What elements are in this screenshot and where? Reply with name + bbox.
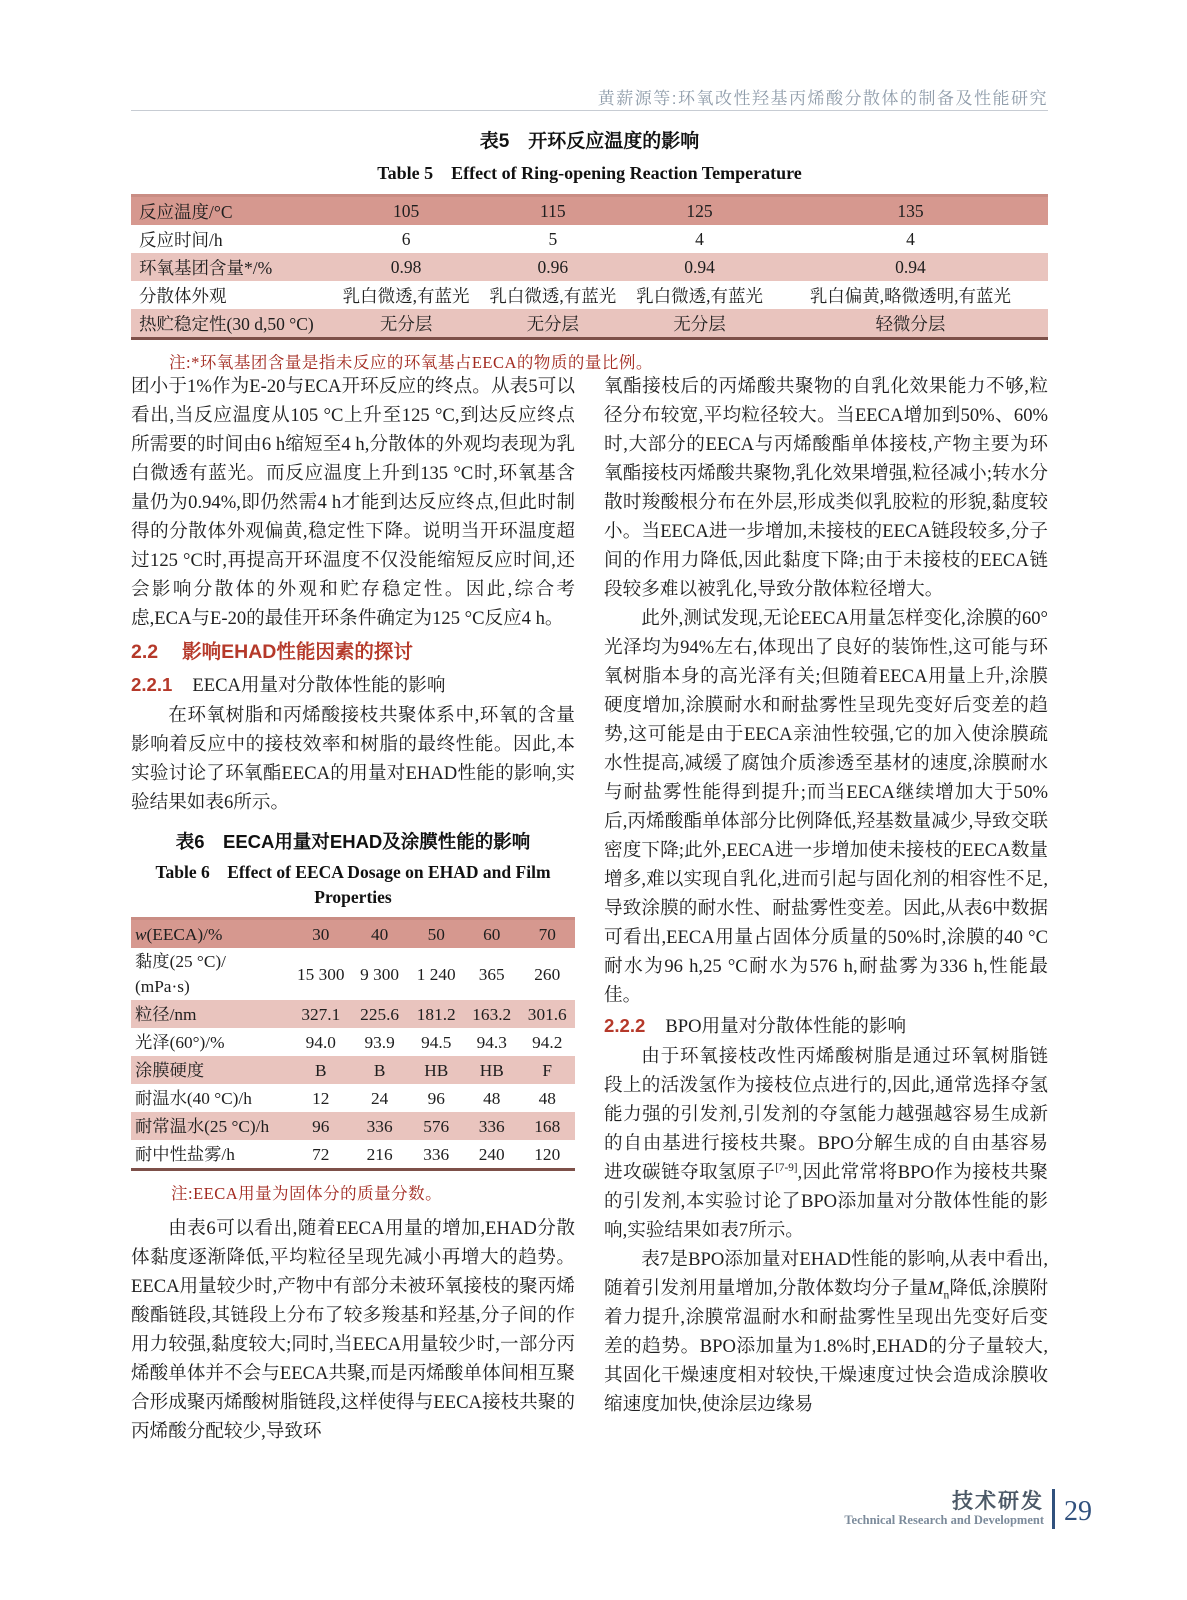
row-label-text: (EECA)/% (146, 924, 223, 944)
table6-caption-cn: 表6 EECA用量对EHAD及涂膜性能的影响 (175, 831, 531, 852)
table6-block (131, 827, 575, 1208)
row-label (131, 919, 291, 949)
paragraph-text: 由于环氧接枝改性丙烯酸树脂是通过环氧树脂链段上的活泼氢作为接枝位点进行的,因此,通常选择夺氢能力强的引发剂,引发剂的夺氢能力越强越容易生成新的自由基进行接枝共聚。BPO分解生成的自由基容易进攻碳链夺取氢原子 (604, 1046, 1048, 1183)
variable-symbol: M (928, 1278, 944, 1299)
row-label: 环氧基团含量*/% (139, 257, 273, 278)
cell: 336 (366, 1116, 393, 1136)
section-heading-2-2-2 (604, 1010, 1048, 1042)
table-row (131, 1140, 575, 1170)
paragraph: 氧酯接枝后的丙烯酸共聚物的自乳化效果能力不够,粒径分布较宽,平均粒径较大。当EECA增加到50%、60%时,大部分的EECA与丙烯酸酯单体接枝,产物主要为环氧酯接枝丙烯酸共聚物,乳化效果增强,粒径减小;转水分散时羧酸根分布在外层,形成类似乳胶粒的形貌,黏度较小。当EECA进一步增加,未接枝的EECA链段较多,分子间的作用力降低,因此黏度下降;由于未接枝的EECA链段较多难以被乳化,导致分散体粒径增大。 (604, 376, 1048, 600)
section-title: BPO用量对分散体性能的影响 (665, 1016, 907, 1037)
table5-caption-en: Table 5 Effect of Ring-opening Reaction Temperature (377, 163, 802, 183)
cell: 4 (695, 228, 704, 249)
section-number: 2.2 (131, 641, 159, 663)
cell: 260 (534, 964, 561, 984)
row-label: 反应温度/°C (139, 201, 233, 222)
table5-block (131, 126, 1048, 373)
left-column (131, 372, 575, 1446)
table-row (131, 196, 1048, 226)
paragraph: 在环氧树脂和丙烯酸接枝共聚体系中,环氧的含量影响着反应中的接枝效率和树脂的最终性能。因此,本实验讨论了环氧酯EECA的用量对EHAD性能的影响,实验结果如表6所示。 (131, 705, 575, 813)
cell: 96 (427, 1088, 445, 1108)
footer-divider (1052, 1489, 1055, 1529)
cell: 15 300 (297, 964, 345, 984)
paragraph-text: 表7是BPO添加量对EHAD性能的影响,从表中看出,随着引发剂用量增加,分散体数均分子量 (604, 1249, 1048, 1299)
cell: 115 (540, 200, 566, 221)
table-row (131, 919, 575, 949)
table-row (131, 1028, 575, 1056)
paragraph-text: ,因此常常将BPO作为接枝共聚的引发剂,本实验讨论了BPO添加量对分散体性能的影响,实验结果如表7所示。 (604, 1162, 1048, 1241)
cell: 9 300 (360, 964, 400, 984)
footer-section-en: Technical Research and Development (844, 1513, 1044, 1527)
table-row (131, 948, 575, 1000)
cell: 94.5 (421, 1032, 452, 1052)
cell: 12 (312, 1088, 330, 1108)
cell: 0.94 (895, 256, 926, 277)
cell: 93.9 (364, 1032, 395, 1052)
variable-subscript: n (943, 1289, 950, 1302)
cell: F (542, 1060, 553, 1080)
row-label: 分散体外观 (139, 285, 227, 306)
cell: 乳白偏黄,略微透明,有蓝光 (809, 285, 1012, 306)
row-label: 粒径/nm (135, 1004, 197, 1024)
cell: 无分层 (673, 313, 726, 334)
paragraph-text: 降低,涂膜附着力提升,涂膜常温耐水和耐盐雾性呈现出先变好后变差的趋势。BPO添加量为1.8%时,EHAD的分子量较大,其固化干燥速度相对较快,干燥速度过快会造成涂膜收缩速度加快,使涂层边缘易 (604, 1278, 1048, 1415)
section-number: 2.2.1 (131, 674, 173, 695)
cell: B (373, 1060, 386, 1080)
row-label-line2: (mPa·s) (135, 977, 190, 996)
table6-note: 注:EECA用量为固体分的质量分数。 (171, 1184, 443, 1203)
table-row (131, 225, 1048, 253)
running-header: 黄薪源等:环氧改性羟基丙烯酸分散体的制备及性能研究 (597, 89, 1048, 108)
cell: 4 (906, 228, 915, 249)
cell: 无分层 (526, 313, 580, 334)
cell: 5 (548, 228, 558, 249)
cell: B (315, 1060, 327, 1080)
cell: 336 (423, 1144, 450, 1164)
table5 (131, 194, 1048, 340)
cell: 6 (401, 228, 411, 249)
cell: 60 (483, 924, 501, 944)
section-number: 2.2.2 (604, 1015, 646, 1036)
table-row (131, 1084, 575, 1112)
cell: 327.1 (301, 1004, 341, 1024)
cell: 48 (483, 1088, 501, 1108)
cell: 72 (312, 1144, 330, 1164)
footer-section (844, 1490, 1044, 1528)
cell: 94.0 (305, 1032, 336, 1052)
row-label-text: 黏度(25 °C)/ (135, 952, 226, 971)
cell: 365 (478, 964, 505, 984)
cell: 无分层 (379, 313, 433, 334)
page-footer (844, 1486, 1092, 1532)
table-row (131, 1000, 575, 1028)
cell: 乳白微透,有蓝光 (342, 285, 470, 306)
row-label: 涂膜硬度 (135, 1060, 205, 1080)
cell: 181.2 (416, 1004, 456, 1024)
body-columns (131, 372, 1048, 1446)
cell: 336 (478, 1116, 505, 1136)
cell: 168 (534, 1116, 561, 1136)
cell: 120 (534, 1144, 561, 1164)
table6-caption-en-line2: Properties (314, 887, 392, 907)
cell: 94.2 (532, 1032, 563, 1052)
table-row (131, 253, 1048, 281)
paragraph: 由表6可以看出,随着EECA用量的增加,EHAD分散体黏度逐渐降低,平均粒径呈现先减小再增大的趋势。EECA用量较少时,产物中有部分未被环氧接枝的聚丙烯酸酯链段,其链段上分布了较多羧基和羟基,分子间的作用力较强,黏度较大;同时,当EECA用量较少时,一部分丙烯酸单体并不会与EECA共聚,而是丙烯酸单体间相互聚合形成聚丙烯酸树脂链段,这样使得与EECA接枝共聚的丙烯酸分配较少,导致环 (131, 1218, 575, 1442)
section-title: EECA用量对分散体性能的影响 (192, 675, 446, 696)
table5-caption-cn: 表5 开环反应温度的影响 (479, 131, 700, 152)
section-heading-2-2-1 (131, 669, 575, 701)
section-title: 影响EHAD性能因素的探讨 (182, 641, 413, 663)
paragraph: 此外,测试发现,无论EECA用量怎样变化,涂膜的60°光泽均为94%左右,体现出了良好的装饰性,这可能与环氧树脂本身的高光泽有关;但随着EECA用量上升,涂膜硬度增加,涂膜耐水和耐盐雾性呈现先变好后变差的趋势,这可能是由于EECA亲油性较强,它的加入使涂膜疏水性提高,减缓了腐蚀介质渗透至基材的速度,涂膜耐水与耐盐雾性能得到提升;而当EECA继续增加大于50%后,丙烯酸酯单体部分比例降低,羟基数量减少,导致交联密度下降;此外,EECA进一步增加使未接枝的EECA数量增多,难以实现自乳化,进而引起与固化剂的相容性不足,导致涂膜的耐水性、耐盐雾性变差。因此,从表6中数据可看出,EECA用量占固体分质量的50%时,涂膜的40 °C耐水为96 h,25 °C耐水为576 h,耐盐雾为336 h,性能最佳。 (604, 608, 1048, 1006)
right-column (604, 372, 1048, 1446)
cell: 1 240 (416, 964, 456, 984)
page-number: 29 (1064, 1496, 1092, 1527)
table6 (131, 917, 575, 1171)
cell: 乳白微透,有蓝光 (636, 285, 763, 306)
row-label: 光泽(60°)/% (135, 1032, 225, 1052)
paragraph (604, 1245, 1048, 1419)
cell: 225.6 (360, 1004, 400, 1024)
row-label: 耐常温水(25 °C)/h (135, 1116, 270, 1136)
row-label: 热贮稳定性(30 d,50 °C) (139, 313, 314, 334)
cell: 94.3 (476, 1032, 507, 1052)
table6-caption-en (131, 860, 575, 910)
cell: 乳白微透,有蓝光 (489, 285, 617, 306)
cell: 135 (897, 200, 924, 221)
paragraph: 团小于1%作为E-20与ECA开环反应的终点。从表5可以看出,当反应温度从105 °C上升至125 °C,到达反应终点所需要的时间由6 h缩短至4 h,分散体的外观均表现为乳白微透有蓝光。而反应温度上升到135 °C时,环氧基含量仍为0.94%,即仍然需4 h才能到达反应终点,但此时制得的分散体外观偏黄,稳定性下降。说明当开环温度超过125 °C时,再提高开环温度不仅没能缩短反应时间,还会影响分散体的外观和贮存稳定性。因此,综合考虑,ECA与E-20的最佳开环条件确定为125 °C反应4 h。 (131, 376, 575, 629)
table-row (131, 309, 1048, 339)
cell: 0.98 (390, 256, 422, 277)
row-label: 反应时间/h (139, 229, 223, 250)
row-label (131, 948, 291, 1000)
table-row (131, 1056, 575, 1084)
cell: 96 (312, 1116, 330, 1136)
cell: 24 (370, 1088, 389, 1108)
row-label: 耐中性盐雾/h (135, 1144, 235, 1164)
cell: 576 (423, 1116, 450, 1136)
cell: 125 (686, 200, 713, 221)
cell: HB (479, 1060, 504, 1080)
cell: 0.94 (684, 256, 715, 277)
variable-symbol: w (135, 924, 147, 944)
footer-section-cn: 技术研发 (952, 1490, 1044, 1513)
cell: 48 (538, 1088, 556, 1108)
cell: 0.96 (537, 256, 569, 277)
cell: 105 (392, 200, 420, 221)
citation-superscript: [7-9] (775, 1161, 798, 1174)
cell: 50 (427, 924, 445, 944)
header-rule (131, 110, 1048, 111)
cell: 轻微分层 (875, 313, 946, 334)
cell: HB (424, 1060, 449, 1080)
cell: 70 (538, 924, 556, 944)
table-row (131, 281, 1048, 309)
row-label: 耐温水(40 °C)/h (135, 1088, 252, 1108)
paragraph (604, 1042, 1048, 1245)
cell: 301.6 (527, 1004, 567, 1024)
table-row (131, 1112, 575, 1140)
table6-caption-en-line1: Table 6 Effect of EECA Dosage on EHAD and Film (155, 862, 551, 882)
cell: 240 (478, 1144, 505, 1164)
cell: 163.2 (472, 1004, 512, 1024)
cell: 216 (366, 1144, 393, 1164)
cell: 30 (312, 924, 330, 944)
cell: 40 (370, 924, 389, 944)
table5-note: 注:*环氧基团含量是指未反应的环氧基占EECA的物质的量比例。 (169, 353, 653, 372)
section-heading-2-2 (131, 636, 575, 669)
